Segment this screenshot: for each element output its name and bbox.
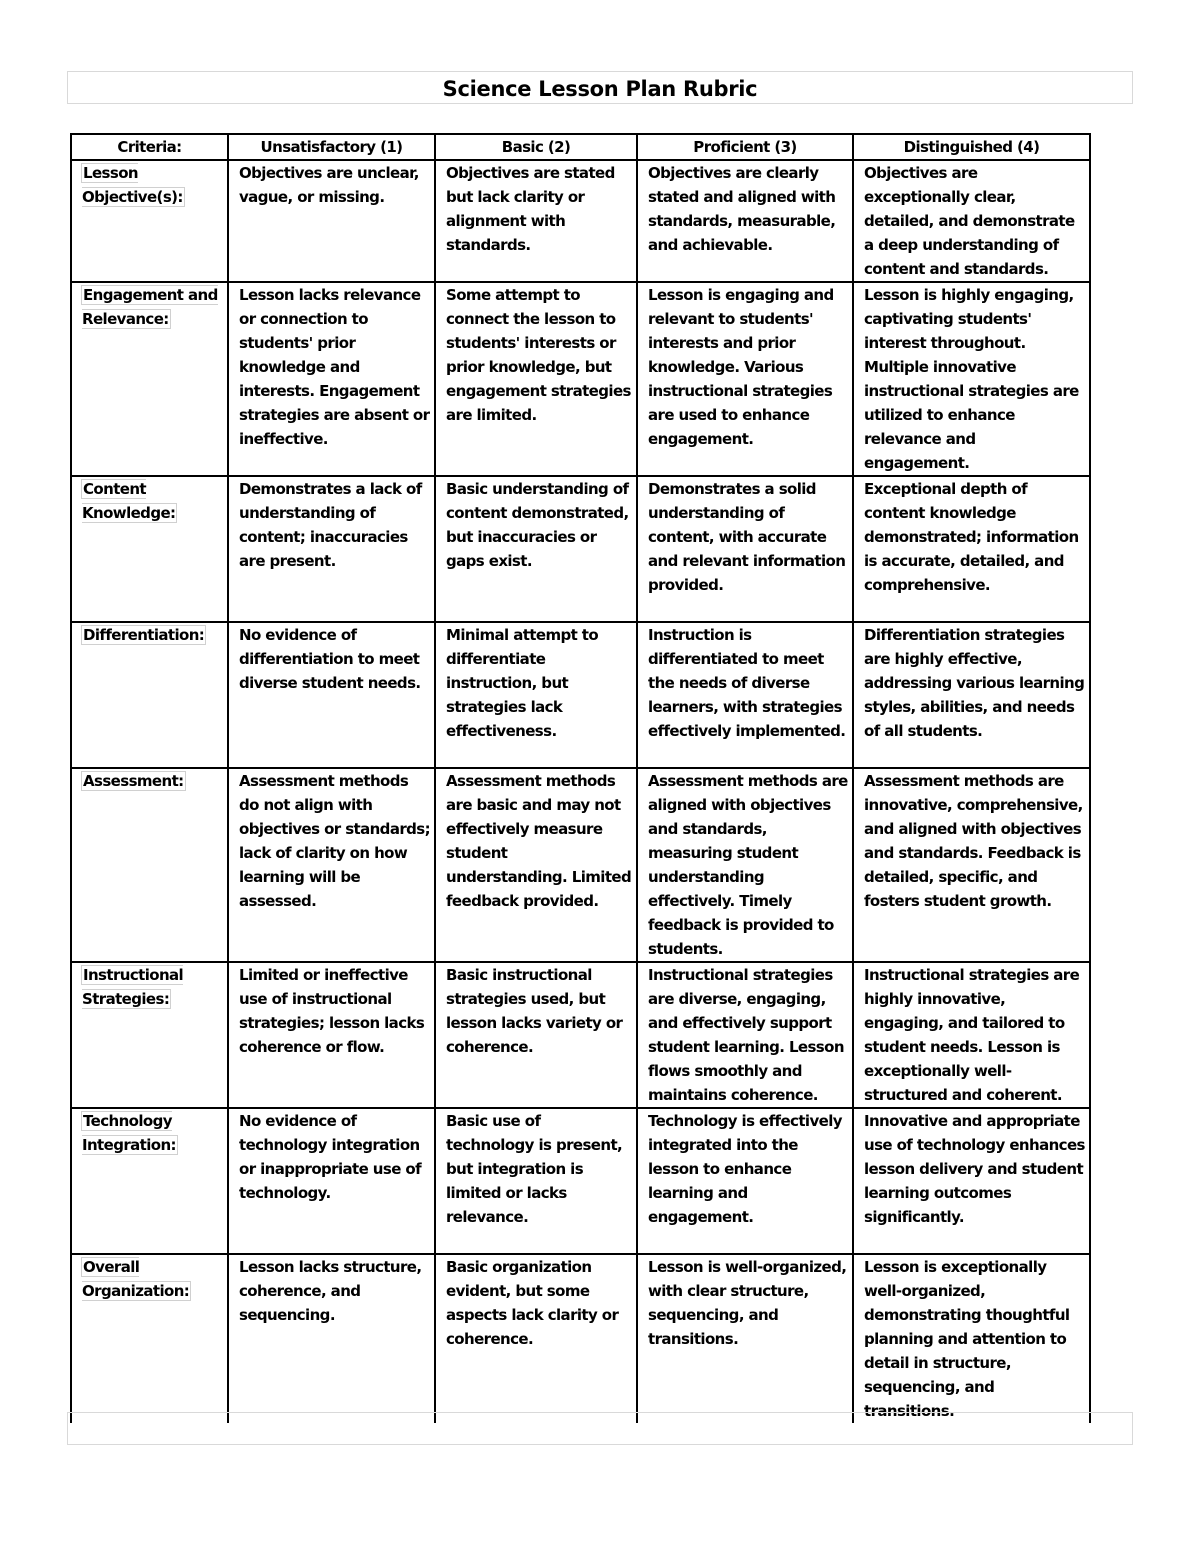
criteria-cell	[71, 160, 228, 282]
proficient-cell: Lesson is engaging and relevant to students' interests and prior knowledge. Various instructional strategies are used to enhance engagement.	[637, 282, 853, 476]
table-row	[71, 962, 1090, 1108]
proficient-cell: Objectives are clearly stated and aligned with standards, measurable, and achievable.	[637, 160, 853, 282]
table-row	[71, 282, 1090, 476]
criteria-label: Content Knowledge:	[82, 480, 176, 522]
table-header-row	[71, 134, 1090, 160]
criteria-label: Assessment:	[83, 772, 184, 790]
column-header-basic: Basic (2)	[435, 134, 637, 160]
proficient-cell: Technology is effectively integrated into the lesson to enhance learning and engagement.	[637, 1108, 853, 1254]
unsatisfactory-cell: Demonstrates a lack of understanding of content; inaccuracies are present.	[228, 476, 435, 622]
criteria-label: Engagement and Relevance:	[82, 286, 218, 328]
distinguished-cell: Instructional strategies are highly innovative, engaging, and tailored to student needs. Lesson is exceptionally well-structured and coherent.	[853, 962, 1090, 1108]
basic-cell: Basic understanding of content demonstrated, but inaccuracies or gaps exist.	[435, 476, 637, 622]
footer-area	[67, 1412, 1133, 1445]
distinguished-cell: Lesson is highly engaging, captivating students' interest throughout. Multiple innovative instructional strategies are utilized to enhance relevance and engagement.	[853, 282, 1090, 476]
proficient-cell: Demonstrates a solid understanding of content, with accurate and relevant information provided.	[637, 476, 853, 622]
basic-cell: Minimal attempt to differentiate instruction, but strategies lack effectiveness.	[435, 622, 637, 768]
proficient-cell: Instructional strategies are diverse, engaging, and effectively support student learning. Lesson flows smoothly and maintains coherence.	[637, 962, 853, 1108]
criteria-label: Instructional Strategies:	[82, 966, 184, 1008]
table-row	[71, 768, 1090, 962]
unsatisfactory-cell: Limited or ineffective use of instructional strategies; lesson lacks coherence or flow.	[228, 962, 435, 1108]
basic-cell: Basic use of technology is present, but integration is limited or lacks relevance.	[435, 1108, 637, 1254]
table-row	[71, 622, 1090, 768]
distinguished-cell: Exceptional depth of content knowledge demonstrated; information is accurate, detailed, and comprehensive.	[853, 476, 1090, 622]
table-row	[71, 476, 1090, 622]
column-header-proficient: Proficient (3)	[637, 134, 853, 160]
criteria-label: Lesson Objective(s):	[82, 164, 183, 206]
table-row	[71, 1108, 1090, 1254]
unsatisfactory-cell: Assessment methods do not align with objectives or standards; lack of clarity on how learning will be assessed.	[228, 768, 435, 962]
criteria-cell	[71, 768, 228, 962]
page-title: Science Lesson Plan Rubric	[442, 77, 758, 101]
unsatisfactory-cell: Lesson lacks structure, coherence, and sequencing.	[228, 1254, 435, 1423]
basic-cell: Basic organization evident, but some aspects lack clarity or coherence.	[435, 1254, 637, 1423]
column-header-unsatisfactory: Unsatisfactory (1)	[228, 134, 435, 160]
unsatisfactory-cell: No evidence of differentiation to meet diverse student needs.	[228, 622, 435, 768]
criteria-cell	[71, 962, 228, 1108]
unsatisfactory-cell: No evidence of technology integration or inappropriate use of technology.	[228, 1108, 435, 1254]
distinguished-cell: Innovative and appropriate use of technology enhances lesson delivery and student learning outcomes significantly.	[853, 1108, 1090, 1254]
column-header-criteria: Criteria:	[71, 134, 228, 160]
proficient-cell: Instruction is differentiated to meet the needs of diverse learners, with strategies effectively implemented.	[637, 622, 853, 768]
distinguished-cell: Objectives are exceptionally clear, detailed, and demonstrate a deep understanding of content and standards.	[853, 160, 1090, 282]
unsatisfactory-cell: Lesson lacks relevance or connection to students' prior knowledge and interests. Engagement strategies are absent or ineffective.	[228, 282, 435, 476]
basic-cell: Basic instructional strategies used, but lesson lacks variety or coherence.	[435, 962, 637, 1108]
table-row	[71, 160, 1090, 282]
unsatisfactory-cell: Objectives are unclear, vague, or missing.	[228, 160, 435, 282]
criteria-cell	[71, 476, 228, 622]
criteria-label: Differentiation:	[83, 626, 205, 644]
distinguished-cell: Differentiation strategies are highly effective, addressing various learning styles, abilities, and needs of all students.	[853, 622, 1090, 768]
distinguished-cell: Assessment methods are innovative, comprehensive, and aligned with objectives and standards. Feedback is detailed, specific, and fosters student growth.	[853, 768, 1090, 962]
distinguished-cell: Lesson is exceptionally well-organized, demonstrating thoughtful planning and attention to detail in structure, sequencing, and transitions.	[853, 1254, 1090, 1423]
criteria-cell	[71, 282, 228, 476]
criteria-cell	[71, 1108, 228, 1254]
criteria-label: Overall Organization:	[82, 1258, 190, 1300]
proficient-cell: Lesson is well-organized, with clear structure, sequencing, and transitions.	[637, 1254, 853, 1423]
basic-cell: Assessment methods are basic and may not effectively measure student understanding. Limited feedback provided.	[435, 768, 637, 962]
basic-cell: Objectives are stated but lack clarity or alignment with standards.	[435, 160, 637, 282]
rubric-table	[70, 133, 1091, 1423]
criteria-label: Technology Integration:	[82, 1112, 176, 1154]
criteria-cell	[71, 1254, 228, 1423]
column-header-distinguished: Distinguished (4)	[853, 134, 1090, 160]
table-row	[71, 1254, 1090, 1423]
basic-cell: Some attempt to connect the lesson to students' interests or prior knowledge, but engagement strategies are limited.	[435, 282, 637, 476]
criteria-cell	[71, 622, 228, 768]
proficient-cell: Assessment methods are aligned with objectives and standards, measuring student understanding effectively. Timely feedback is provided to students.	[637, 768, 853, 962]
